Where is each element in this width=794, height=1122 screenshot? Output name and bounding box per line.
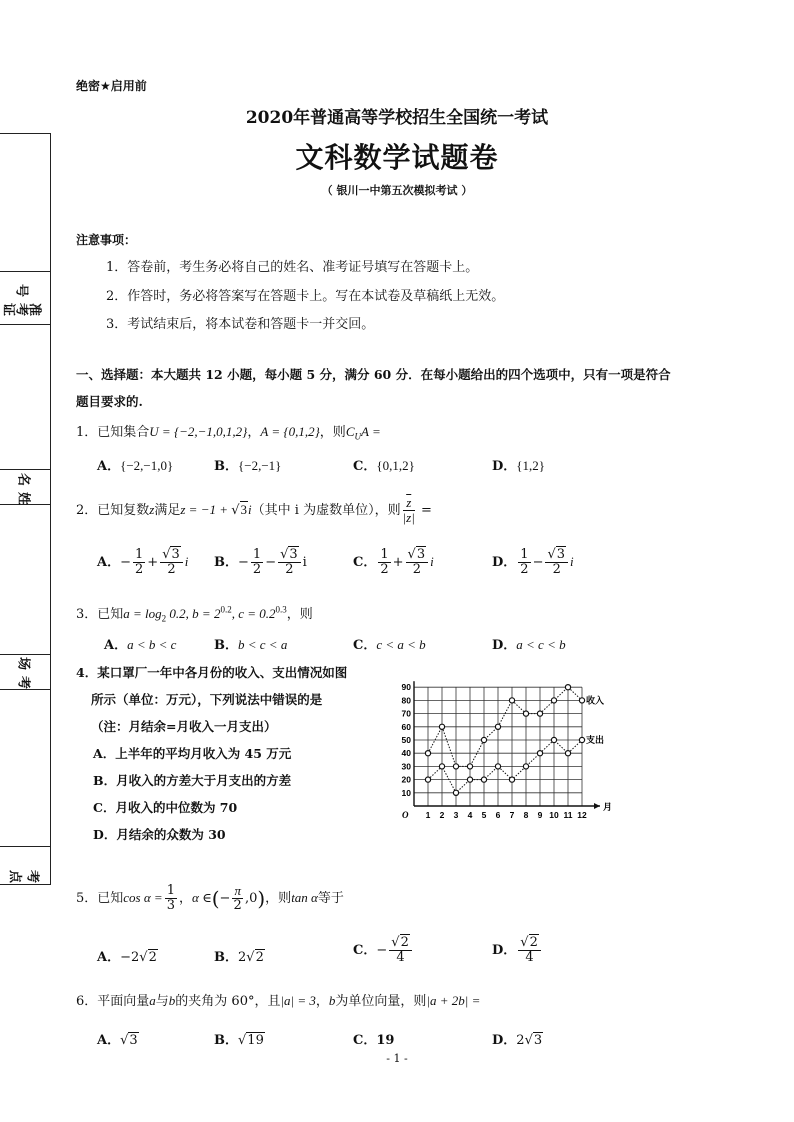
frac-den: 2 bbox=[167, 562, 176, 577]
q4-option-d: D．月结余的众数为 30 bbox=[93, 827, 226, 842]
q5-stem: 5．已知 bbox=[76, 891, 124, 906]
frac-num: 3 bbox=[556, 547, 566, 562]
income-point bbox=[551, 698, 556, 703]
frac-den: 2 bbox=[135, 562, 144, 577]
y-tick-label: 30 bbox=[401, 761, 411, 772]
y-tick-label: 60 bbox=[401, 721, 411, 732]
x-tick-label: 4 bbox=[467, 810, 473, 820]
q6-vec-a: a bbox=[149, 993, 156, 1008]
frac-num: 1 bbox=[520, 547, 529, 562]
option-key: A． bbox=[97, 459, 121, 474]
option-key: D． bbox=[492, 459, 517, 474]
option-i: i bbox=[184, 554, 189, 569]
y-tick-label: 40 bbox=[401, 748, 411, 759]
income-point bbox=[439, 724, 444, 729]
option-value: − bbox=[376, 943, 388, 958]
income-point bbox=[481, 737, 486, 742]
option-key: C． bbox=[353, 1033, 377, 1048]
option-key: B． bbox=[214, 1033, 238, 1048]
q6-stem-e: 为单位向量，则 bbox=[335, 994, 427, 1009]
frac-den: 2 bbox=[252, 562, 262, 577]
income-point bbox=[537, 711, 542, 716]
question-1 bbox=[76, 421, 381, 442]
q1-option-d bbox=[492, 455, 545, 474]
q6-option-b: B．√19 bbox=[214, 1033, 264, 1048]
option-value: {−2,−1} bbox=[238, 458, 282, 473]
option-key: C． bbox=[353, 638, 377, 653]
option-value: b < c < a bbox=[238, 637, 288, 652]
q5-option-a: A．−2√2 bbox=[97, 950, 157, 965]
frac-num: 1 bbox=[166, 883, 175, 898]
option-coef: 2 bbox=[516, 1033, 525, 1048]
option-sign: − bbox=[120, 555, 131, 570]
y-tick-label: 90 bbox=[401, 682, 411, 693]
q4-line: 所示（单位：万元），下列说法中错误的是 bbox=[91, 692, 323, 707]
section-title-cont: 题目要求的. bbox=[76, 394, 143, 409]
q1-sep: ， bbox=[247, 425, 261, 440]
frac-num: 3 bbox=[416, 547, 426, 562]
expense-point bbox=[523, 764, 528, 769]
q5-sep: ， bbox=[179, 891, 193, 906]
x-axis-label: 月 bbox=[603, 803, 613, 813]
frac-root3-half: $\frac{√3}{2}$ bbox=[545, 548, 568, 577]
q5-tail: ，则 bbox=[265, 891, 292, 906]
option-key: D． bbox=[492, 1033, 517, 1048]
income-point bbox=[579, 698, 584, 703]
option-value: −2 bbox=[120, 950, 140, 965]
option-i: i bbox=[570, 554, 574, 569]
y-tick-label: 80 bbox=[401, 695, 411, 706]
option-value: {1,2} bbox=[516, 458, 546, 473]
income-point bbox=[495, 724, 500, 729]
option-key: A． bbox=[97, 555, 121, 570]
q3-exp-b: 0.2 bbox=[220, 604, 232, 615]
q2-eq: z = −1 + bbox=[180, 502, 232, 517]
q6-option-c bbox=[353, 1029, 394, 1048]
option-i: i bbox=[430, 554, 434, 569]
q6-option-a: A．√3 bbox=[97, 1033, 138, 1048]
frac-num: 3 bbox=[171, 547, 180, 562]
x-tick-label: 2 bbox=[439, 810, 445, 820]
frac-den: 2 bbox=[552, 562, 561, 577]
q1-set-u: U = {−2,−1,0,1,2} bbox=[149, 424, 248, 439]
q6-norm-a: |a| = 3 bbox=[280, 993, 316, 1008]
label-exam-id: 准考证号 bbox=[3, 281, 43, 315]
option-sign: + bbox=[392, 555, 404, 570]
expense-point bbox=[509, 777, 514, 782]
frac-one-half bbox=[518, 548, 530, 577]
q5-cos: cos α = bbox=[123, 890, 163, 905]
income-point bbox=[523, 711, 528, 716]
section-title: 一、选择题：本大题共 12 小题，每小题 5 分，满分 60 分．在每小题给出的四个选项中，只有一项是符合 bbox=[76, 367, 671, 382]
q2-option-b bbox=[214, 548, 307, 577]
page-number: - 1 - bbox=[386, 1052, 408, 1065]
option-sign: + bbox=[147, 555, 159, 570]
option-value: 3 bbox=[533, 1033, 543, 1048]
x-tick-label: 8 bbox=[523, 810, 529, 820]
q6-vec-b: b bbox=[168, 993, 176, 1008]
q5-tan: tan α bbox=[291, 890, 318, 905]
question-2: 2．已知复数z满足z = −1 + √3i（其中 i 为虚数单位），则 $\frac{\overline{z}}{|z|}$ = bbox=[76, 495, 432, 525]
x-tick-label: 12 bbox=[577, 810, 587, 820]
frac-den: 4 bbox=[396, 950, 405, 965]
question-5: 5．已知cos α = $\frac{1}{3}$ ，α ∈(− $\frac{\pi}{2}$ ,0)，则tan α等于 bbox=[76, 883, 344, 913]
q5-int-tail: ,0 bbox=[244, 891, 258, 906]
q2-root: 3 bbox=[240, 502, 248, 517]
q3-option-c bbox=[353, 634, 426, 653]
frac-den: 2 bbox=[380, 562, 389, 577]
option-root: 2 bbox=[148, 950, 157, 965]
option-value: a < b < c bbox=[127, 637, 177, 652]
option-key: D． bbox=[492, 943, 517, 958]
frac-one-half bbox=[378, 548, 390, 577]
question-4: 4．某口罩厂一年中各月份的收入、支出情况如图 bbox=[76, 665, 348, 680]
q1-option-c bbox=[353, 455, 415, 474]
frac-num: 2 bbox=[400, 935, 409, 950]
q5-frac bbox=[165, 884, 177, 913]
expense-point bbox=[537, 751, 542, 756]
q2-i: i bbox=[248, 502, 252, 517]
q3-option-b bbox=[214, 634, 287, 653]
frac-den: 2 bbox=[285, 562, 294, 577]
x-axis-arrow bbox=[594, 803, 600, 809]
x-tick-label: 5 bbox=[481, 810, 487, 820]
y-tick-label: 20 bbox=[401, 774, 411, 785]
frac-root3-half: $\frac{√3}{2}$ bbox=[278, 548, 301, 577]
strip-divider bbox=[0, 271, 50, 272]
q5-option-c bbox=[353, 936, 414, 965]
frac-one-half bbox=[133, 548, 145, 577]
q6-stem-d: ， bbox=[315, 994, 329, 1009]
option-sign: − bbox=[238, 555, 249, 570]
q5-option-d bbox=[492, 936, 543, 965]
q2-frac-den: |z| bbox=[402, 510, 415, 525]
option-key: A． bbox=[97, 1033, 121, 1048]
q3-stem: 3．已知 bbox=[76, 607, 124, 622]
option-sign: − bbox=[265, 555, 277, 570]
origin-label: O bbox=[402, 810, 409, 820]
q4-note: （注：月结余=月收入一月支出） bbox=[91, 719, 277, 734]
option-key: D． bbox=[492, 555, 517, 570]
expense-point bbox=[425, 777, 430, 782]
income-point bbox=[467, 764, 472, 769]
x-tick-label: 3 bbox=[453, 810, 459, 820]
income-point bbox=[453, 764, 458, 769]
expense-point bbox=[579, 737, 584, 742]
q1-option-b bbox=[214, 455, 281, 474]
x-tick-label: 9 bbox=[537, 810, 543, 820]
expense-point bbox=[439, 764, 444, 769]
label-exam-site: 考 点 bbox=[9, 867, 41, 882]
income-point bbox=[425, 751, 430, 756]
option-value: {−2,−1,0} bbox=[120, 458, 174, 473]
q2-eqsign: = bbox=[416, 503, 432, 518]
frac-num: 2 bbox=[529, 935, 538, 950]
q2-z: z bbox=[149, 502, 155, 517]
q3-option-a bbox=[104, 634, 176, 653]
frac-num: 1 bbox=[252, 547, 262, 562]
exam-name: 2020年普通高等学校招生全国统一考试 bbox=[245, 108, 549, 128]
q2-option-d bbox=[492, 548, 574, 577]
notice-item: 2．作答时，务必将答案写在答题卡上。写在本试卷及草稿纸上无效。 bbox=[106, 289, 505, 304]
income-point bbox=[509, 698, 514, 703]
frac-num: 1 bbox=[135, 547, 144, 562]
frac-den: 3 bbox=[166, 898, 175, 913]
q1-complement: C bbox=[345, 424, 355, 439]
q2-fraction bbox=[403, 496, 415, 525]
frac-root2-4: $\frac{√2}{4}$ bbox=[389, 936, 412, 965]
x-tick-label: 11 bbox=[563, 810, 573, 820]
q3-option-d bbox=[492, 634, 566, 653]
q5-neg: − bbox=[219, 891, 231, 906]
strip-divider bbox=[0, 324, 50, 325]
y-tick-label: 10 bbox=[401, 787, 411, 798]
expense-point bbox=[481, 777, 486, 782]
expense-point bbox=[467, 777, 472, 782]
income-point bbox=[565, 685, 570, 690]
option-sign: − bbox=[532, 555, 544, 570]
frac-num: 1 bbox=[380, 547, 389, 562]
option-key: C． bbox=[353, 943, 377, 958]
q6-stem-b: 与 bbox=[155, 994, 169, 1009]
q2-option-c bbox=[353, 548, 434, 577]
y-tick-label: 50 bbox=[401, 735, 411, 745]
option-key: C． bbox=[353, 459, 377, 474]
q1-complement-sub: U bbox=[354, 431, 361, 442]
frac-den: 2 bbox=[520, 562, 529, 577]
frac-root2-4: $\frac{√2}{4}$ bbox=[518, 936, 541, 965]
notice-heading: 注意事项： bbox=[76, 233, 137, 247]
q2-stem-c: （其中 i 为虚数单位），则 bbox=[251, 503, 401, 518]
q3-expr3: , c = 0.2 bbox=[231, 606, 276, 621]
frac-root3-half: $\frac{√3}{2}$ bbox=[160, 548, 183, 577]
series-label: 收入 bbox=[586, 696, 605, 707]
q2-stem: 2．已知复数 bbox=[76, 503, 150, 518]
q1-tail: ，则 bbox=[319, 425, 346, 440]
option-key: B． bbox=[214, 638, 238, 653]
q2-stem-b: 满足 bbox=[154, 503, 181, 518]
q2-option-a bbox=[97, 548, 188, 577]
label-exam-room: 考 场 bbox=[18, 654, 32, 688]
income-expense-chart bbox=[390, 670, 620, 825]
q5-tail2: 等于 bbox=[317, 891, 344, 906]
option-value: 19 bbox=[247, 1033, 264, 1048]
page-title: 文科数学试题卷 bbox=[295, 141, 499, 174]
q6-stem: 6．平面向量 bbox=[76, 994, 150, 1009]
frac-den: 2 bbox=[233, 898, 242, 913]
y-tick-label: 70 bbox=[401, 708, 411, 719]
notice-item: 1．答卷前，考生务必将自己的姓名、准考证号填写在答题卡上。 bbox=[106, 260, 479, 275]
subtitle: （ 银川一中第五次模拟考试 ） bbox=[321, 184, 473, 197]
q3-log-base: 2 bbox=[161, 613, 167, 624]
option-key: C． bbox=[353, 555, 377, 570]
expense-point bbox=[551, 737, 556, 742]
option-value: 19 bbox=[376, 1033, 395, 1048]
option-key: B． bbox=[214, 950, 238, 965]
expense-point bbox=[453, 790, 458, 795]
option-value: {0,1,2} bbox=[376, 458, 415, 473]
x-tick-label: 1 bbox=[425, 810, 431, 820]
q5-pi-frac bbox=[232, 884, 243, 913]
q6-option-d: D．2√3 bbox=[492, 1033, 543, 1048]
option-value: 3 bbox=[129, 1033, 138, 1048]
frac-num: 3 bbox=[289, 547, 298, 562]
series-label: 支出 bbox=[586, 736, 605, 746]
expense-point bbox=[495, 764, 500, 769]
q6-vec-b: b bbox=[328, 993, 336, 1008]
frac-root3-half: $\frac{√3}{2}$ bbox=[406, 548, 429, 577]
frac-num: π bbox=[234, 883, 241, 898]
option-key: A． bbox=[97, 950, 121, 965]
option-key: B． bbox=[214, 555, 238, 570]
option-value: a < c < b bbox=[516, 637, 566, 652]
label-name: 姓 名 bbox=[18, 470, 32, 504]
option-value: c < a < b bbox=[376, 637, 426, 652]
x-tick-label: 10 bbox=[549, 810, 559, 820]
q6-stem-c: 的夹角为 60°，且 bbox=[175, 994, 281, 1009]
x-tick-label: 7 bbox=[509, 810, 515, 820]
frac-den: 4 bbox=[525, 950, 534, 965]
q5-alpha-in: α ∈ bbox=[192, 890, 212, 905]
q1-set-a: A = {0,1,2} bbox=[260, 424, 320, 439]
q4-option-b: B．月收入的方差大于月支出的方差 bbox=[93, 773, 292, 788]
option-key: D． bbox=[492, 638, 517, 653]
q4-option-c: C．月收入的中位数为 70 bbox=[93, 800, 238, 815]
q2-frac-num: $\overline{z}$ bbox=[403, 496, 415, 511]
question-3 bbox=[76, 603, 313, 624]
binding-strip bbox=[0, 133, 51, 885]
option-key: B． bbox=[214, 459, 238, 474]
option-value: 2 bbox=[238, 950, 247, 965]
q3-expr2: 0.2, b = 2 bbox=[166, 606, 221, 621]
q3-tail: ，则 bbox=[286, 607, 313, 622]
q1-stem: 1．已知集合 bbox=[76, 425, 150, 440]
option-key: A． bbox=[104, 638, 128, 653]
q6-norm-sum: |a + 2b| = bbox=[426, 993, 481, 1008]
q3-expr: a = log bbox=[123, 606, 162, 621]
q1-complement-tail: A = bbox=[360, 424, 381, 439]
option-root: 2 bbox=[255, 950, 264, 965]
notice-item: 3．考试结束后，将本试卷和答题卡一并交回。 bbox=[106, 317, 375, 332]
q4-option-a: A．上半年的平均月收入为 45 万元 bbox=[93, 746, 292, 761]
x-tick-label: 6 bbox=[495, 810, 501, 820]
q5-option-b: B．2√2 bbox=[214, 950, 264, 965]
question-6 bbox=[76, 990, 480, 1009]
q1-option-a bbox=[97, 455, 173, 474]
frac-den: 2 bbox=[412, 562, 421, 577]
secret-mark: 绝密★启用前 bbox=[76, 79, 147, 93]
expense-point bbox=[565, 751, 570, 756]
frac-one-half bbox=[251, 548, 263, 577]
q3-exp-c: 0.3 bbox=[275, 604, 287, 615]
option-i: i bbox=[302, 555, 307, 570]
